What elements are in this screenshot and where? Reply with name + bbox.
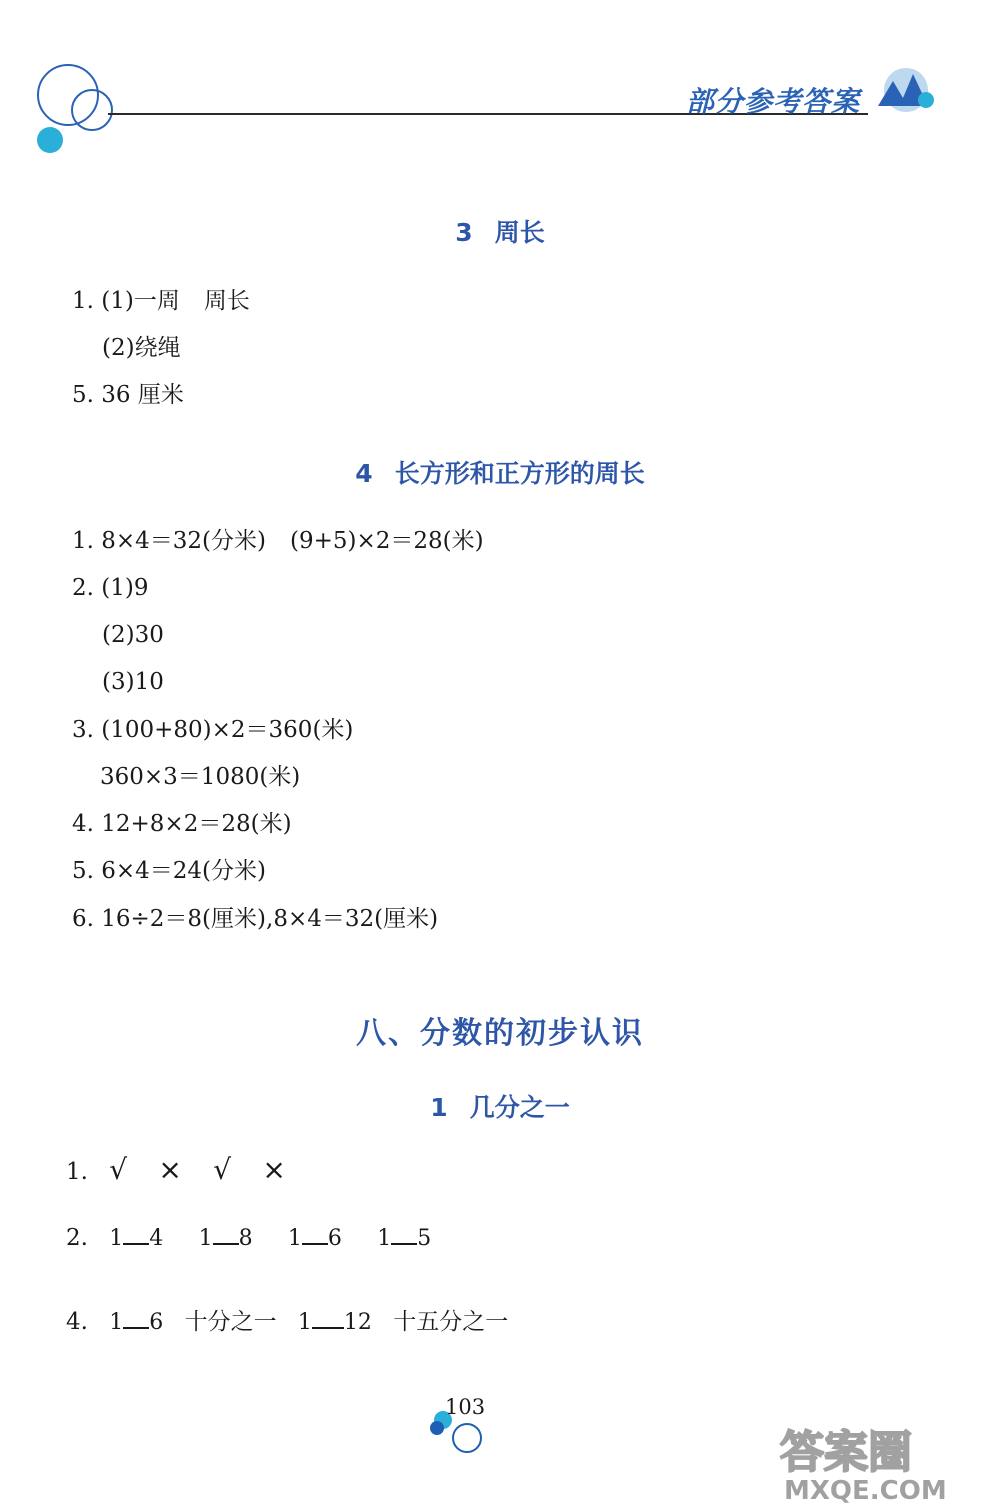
section-number: 1 xyxy=(430,1093,448,1122)
fraction: 1 6 xyxy=(109,1310,164,1335)
answer-text: 5. 6×4＝24(分米) xyxy=(72,858,267,884)
answer-line xyxy=(72,286,250,316)
answer-line xyxy=(102,667,164,697)
section-number: 3 xyxy=(455,218,473,247)
answer-text: 1. 8×4＝32(分米) xyxy=(72,528,267,554)
section-title-unit-fraction xyxy=(0,1088,1000,1124)
answer-text: 周长 xyxy=(203,288,250,314)
answer-text: (9+5)×2＝28(米) xyxy=(290,528,484,554)
section-title-text: 几分之一 xyxy=(469,1093,570,1122)
answer-text: 360×3＝1080(米) xyxy=(100,764,301,790)
answer-text: 十五分之一 xyxy=(393,1309,509,1335)
page-header xyxy=(0,0,1000,170)
section-title-text: 长方形和正方形的周长 xyxy=(394,459,645,488)
check-mark: √ xyxy=(213,1153,232,1186)
decorative-emblem-icon xyxy=(868,66,938,116)
header-title: 部分参考答案 xyxy=(685,85,860,118)
svg-text:答案圈: 答案圈 xyxy=(780,1427,912,1478)
answer-line xyxy=(72,380,184,410)
answer-text: 1. (1)一周 xyxy=(72,288,180,314)
answer-line xyxy=(72,526,484,556)
answer-line xyxy=(102,333,181,363)
answer-text: 十分之一 xyxy=(184,1309,277,1335)
answer-text: (2)绕绳 xyxy=(102,335,181,361)
answer-line xyxy=(72,573,148,603)
fraction: 1 5 xyxy=(377,1226,432,1251)
fraction: 1 4 xyxy=(109,1226,164,1251)
section-title-rect-perimeter xyxy=(0,454,1000,490)
cross-mark: × xyxy=(158,1153,182,1186)
check-mark: √ xyxy=(109,1153,128,1186)
fraction: 1 8 xyxy=(198,1226,253,1251)
answer-text: 5. 36 厘米 xyxy=(72,382,184,408)
answer-text: (3)10 xyxy=(102,669,164,695)
svg-text:MXQE.COM: MXQE.COM xyxy=(784,1476,947,1505)
answer-text: 3. (100+80)×2＝360(米) xyxy=(72,717,354,743)
answer-line xyxy=(100,762,300,792)
answer-text: (2)30 xyxy=(102,622,164,648)
answer-text: 4. 12+8×2＝28(米) xyxy=(72,811,292,837)
answer-line-fractions xyxy=(66,1203,445,1273)
answer-text: 2. (1)9 xyxy=(72,575,149,601)
page-number: 103 xyxy=(445,1395,486,1419)
answer-line xyxy=(72,856,266,886)
question-number: 2. xyxy=(66,1225,88,1251)
fraction: 1 12 xyxy=(297,1310,372,1335)
answer-line xyxy=(102,620,164,650)
answer-line xyxy=(72,904,438,934)
answer-text: 6. 16÷2＝8(厘米),8×4＝32(厘米) xyxy=(72,906,439,932)
answer-line-fractions xyxy=(66,1287,508,1357)
section-number: 4 xyxy=(355,459,373,488)
section-title-text: 周长 xyxy=(494,218,545,247)
question-number: 4. xyxy=(66,1309,88,1335)
question-number: 1. xyxy=(66,1159,88,1185)
decorative-circles-icon xyxy=(30,60,140,170)
chapter-title-fractions: 八、分数的初步认识 xyxy=(356,1016,644,1051)
cross-mark: × xyxy=(262,1153,286,1186)
section-title-perimeter xyxy=(0,213,1000,249)
answer-line xyxy=(72,809,292,839)
answer-line-marks xyxy=(66,1155,286,1187)
answer-line xyxy=(72,715,353,745)
watermark-logo-icon xyxy=(770,1415,980,1505)
fraction: 1 6 xyxy=(287,1226,342,1251)
